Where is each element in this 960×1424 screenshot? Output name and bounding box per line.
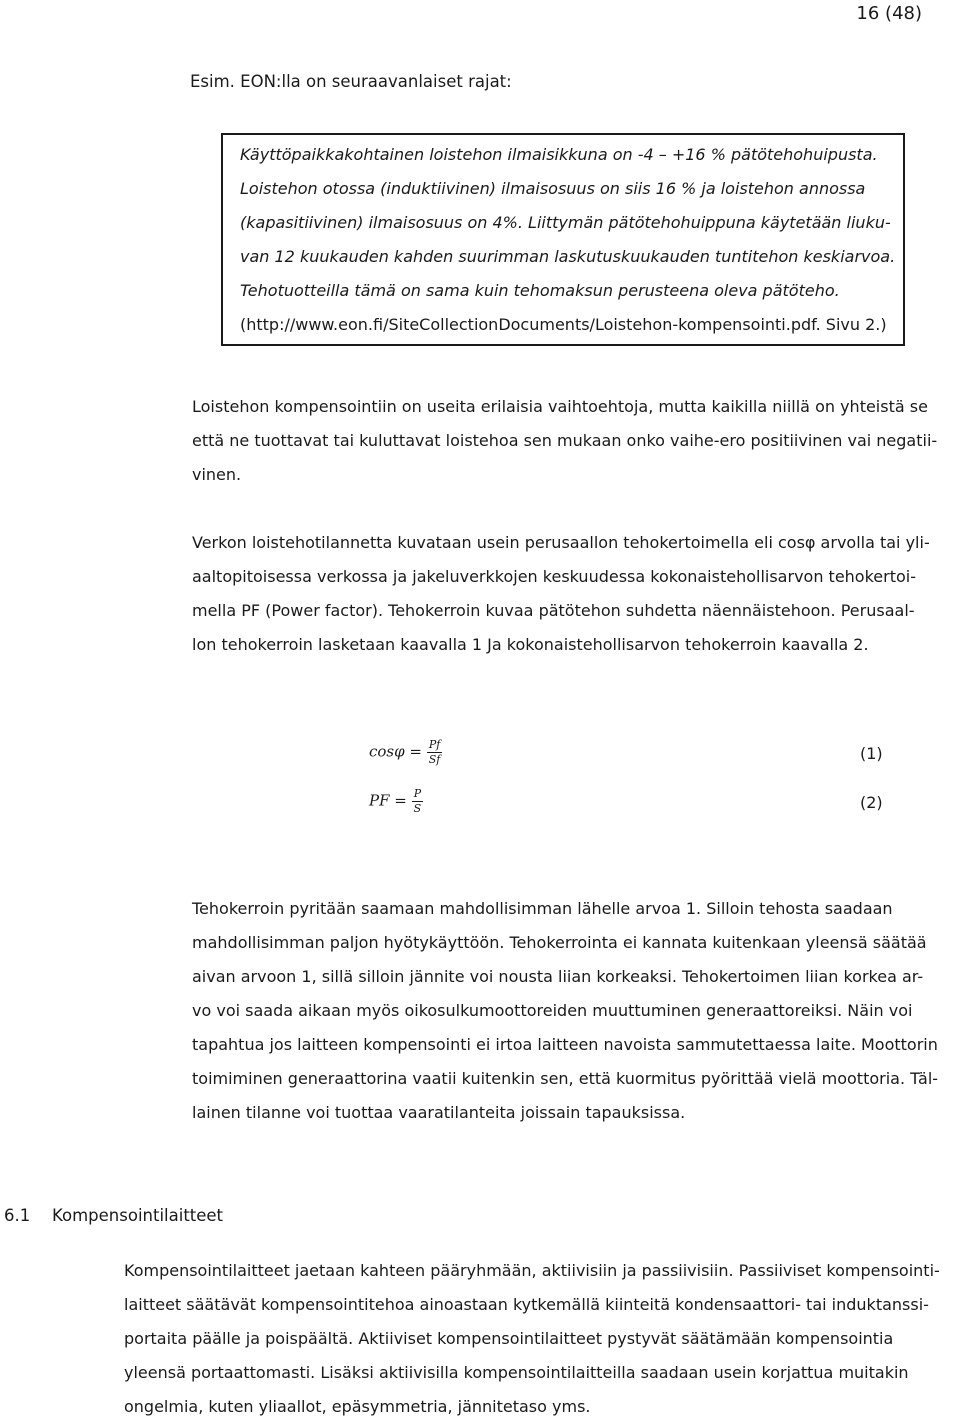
equation-1 xyxy=(369,738,442,767)
equation-label-2: (2) xyxy=(860,793,883,812)
equation-numerator: P xyxy=(412,787,424,802)
section-number: 6.1 xyxy=(4,1206,31,1225)
text-line: mahdollisimman paljon hyötykäyttöön. Tehokerrointa ei kannata kuitenkaan yleensä säätää xyxy=(192,933,927,952)
equation-label-1: (1) xyxy=(860,744,883,763)
section-heading xyxy=(4,1205,223,1227)
equation-fraction xyxy=(427,738,443,767)
equation-numerator: Pf xyxy=(427,738,443,753)
text-line: Kompensointilaitteet jaetaan kahteen pääryhmään, aktiivisiin ja passiivisiin. Passiiviset kompensointi- xyxy=(124,1261,940,1280)
text-line: vo voi saada aikaan myös oikosulkumoottoreiden muuttuminen generaattoreiksi. Näin voi xyxy=(192,1001,913,1020)
equation-2 xyxy=(369,787,423,816)
equation-fraction xyxy=(412,787,424,816)
quote-text xyxy=(240,138,900,342)
equation-denominator: Sf xyxy=(428,753,441,766)
text-line: Loistehon kompensointiin on useita erilaisia vaihtoehtoja, mutta kaikilla niillä on yhteistä se xyxy=(192,397,928,416)
text-line: lon tehokerroin lasketaan kaavalla 1 Ja kokonaistehollisarvon tehokerroin kaavalla 2. xyxy=(192,635,869,654)
quote-line: van 12 kuukauden kahden suurimman laskutuskuukauden tuntitehon keskiarvoa. xyxy=(240,247,896,266)
quote-source: (http://www.eon.fi/SiteCollectionDocuments/Loistehon-kompensointi.pdf. Sivu 2.) xyxy=(240,315,887,334)
quote-line: Tehotuotteilla tämä on sama kuin tehomaksun perusteena oleva pätöteho. xyxy=(240,281,840,300)
text-line: yleensä portaattomasti. Lisäksi aktiivisilla kompensointilaitteilla saadaan usein korjattua muitakin xyxy=(124,1363,909,1382)
equation-denominator: S xyxy=(413,802,422,815)
text-line: vinen. xyxy=(192,465,242,484)
paragraph-1 xyxy=(192,390,937,492)
text-line: aaltopitoisessa verkossa ja jakeluverkkojen keskuudessa kokonaistehollisarvon tehokertoi- xyxy=(192,567,916,586)
paragraph-3 xyxy=(192,892,938,1130)
intro-text: Esim. EON:lla on seuraavanlaiset rajat: xyxy=(190,72,512,91)
paragraph-4 xyxy=(124,1254,940,1424)
paragraph-2 xyxy=(192,526,930,662)
text-line: Verkon loistehotilannetta kuvataan usein perusaallon tehokertoimella eli cosφ arvolla tai yli- xyxy=(192,533,930,552)
text-line: toimiminen generaattorina vaatii kuitenkin sen, että kuormitus pyörittää vielä moottoria. Täl- xyxy=(192,1069,939,1088)
section-title: Kompensointilaitteet xyxy=(52,1206,224,1225)
text-line: tapahtua jos laitteen kompensointi ei irtoa laitteen navoista sammutettaessa laite. Moottorin xyxy=(192,1035,938,1054)
text-line: mella PF (Power factor). Tehokerroin kuvaa pätötehon suhdetta näennäistehoon. Perusaal- xyxy=(192,601,915,620)
text-line: aivan arvoon 1, sillä silloin jännite voi nousta liian korkeaksi. Tehokertoimen liian korkea ar- xyxy=(192,967,924,986)
text-line: Tehokerroin pyritään saamaan mahdollisimman lähelle arvoa 1. Silloin tehosta saadaan xyxy=(192,899,893,918)
text-line: lainen tilanne voi tuottaa vaaratilanteita joissain tapauksissa. xyxy=(192,1103,686,1122)
text-line: portaita päälle ja poispäältä. Aktiiviset kompensointilaitteet pystyvät säätämään kompensointia xyxy=(124,1329,894,1348)
quote-line: (kapasitiivinen) ilmaisosuus on 4%. Liittymän pätötehohuippuna käytetään liuku- xyxy=(240,213,891,232)
quote-line: Loistehon otossa (induktiivinen) ilmaisosuus on siis 16 % ja loistehon annossa xyxy=(240,179,866,198)
page-number: 16 (48) xyxy=(856,3,922,24)
equation-lhs: PF = xyxy=(369,791,407,810)
quote-line: Käyttöpaikkakohtainen loistehon ilmaisikkuna on -4 – +16 % pätötehohuipusta. xyxy=(240,145,878,164)
text-line: että ne tuottavat tai kuluttavat loistehoa sen mukaan onko vaihe-ero positiivinen vai negatii- xyxy=(192,431,938,450)
equation-lhs: cosφ = xyxy=(369,742,422,761)
text-line: laitteet säätävät kompensointitehoa ainoastaan kytkemällä kiinteitä kondensaattori- tai induktanssi- xyxy=(124,1295,929,1314)
text-line: ongelmia, kuten yliaallot, epäsymmetria, jännitetaso yms. xyxy=(124,1397,591,1416)
